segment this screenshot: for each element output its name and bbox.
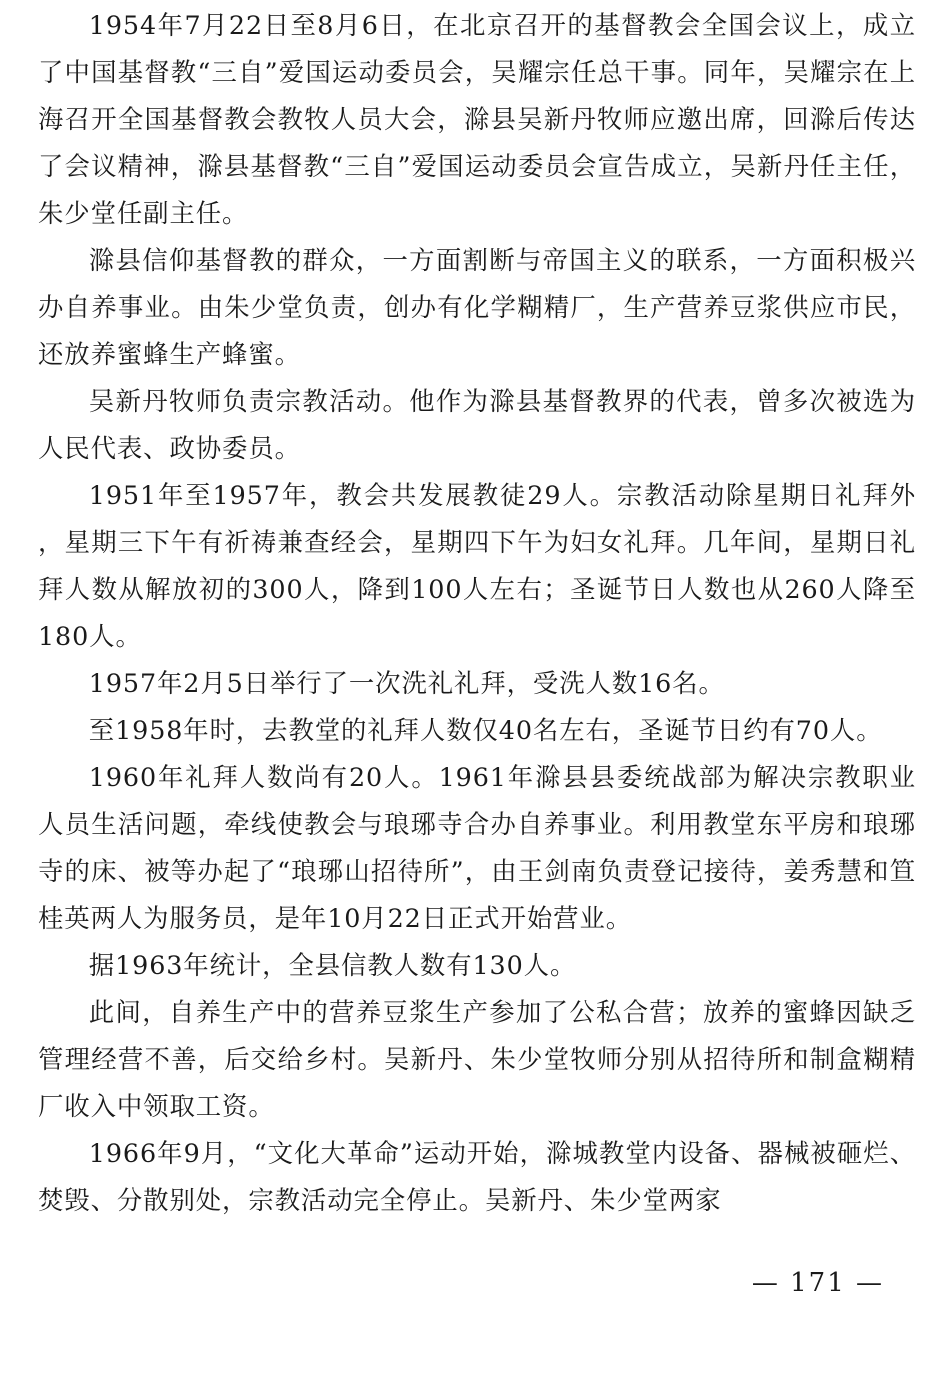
- paragraph-7: 1960年礼拜人数尚有20人。1961年滁县县委统战部为解决宗教职业人员生活问题，牵线使教会与琅琊寺合办自养事业。利用教堂东平房和琅琊寺的床、被等办起了“琅琊山招待所”，由王剑南负责登记接待，姜秀慧和笪桂英两人为服务员，是年10月22日正式开始营业。: [38, 762, 916, 933]
- paragraph-1: 1954年7月22日至8月6日，在北京召开的基督教会全国会议上，成立了中国基督教“三自”爱国运动委员会，吴耀宗任总干事。同年，吴耀宗在上海召开全国基督教会教牧人员大会，滁县吴新丹牧师应邀出席，回滁后传达了会议精神，滁县基督教“三自”爱国运动委员会宣告成立，吴新丹任主任，朱少堂任副主任。: [38, 10, 916, 228]
- body-text: [38, 0, 916, 1224]
- paragraph-5: 1957年2月5日举行了一次洗礼礼拜，受洗人数16名。: [88, 668, 725, 698]
- document-page: [38, 0, 916, 1400]
- paragraph-10: 1966年9月，“文化大革命”运动开始，滁城教堂内设备、器械被砸烂、焚毁、分散别处，宗教活动完全停止。吴新丹、朱少堂两家: [38, 1138, 916, 1215]
- paragraph-9: 此间，自养生产中的营养豆浆生产参加了公私合营；放养的蜜蜂因缺乏管理经营不善，后交给乡村。吴新丹、朱少堂牧师分别从招待所和制盒糊精厂收入中领取工资。: [38, 997, 916, 1121]
- paragraph-3: 吴新丹牧师负责宗教活动。他作为滁县基督教界的代表，曾多次被选为人民代表、政协委员。: [38, 386, 916, 463]
- paragraph-4: 1951年至1957年，教会共发展教徒29人。宗教活动除星期日礼拜外，星期三下午有祈祷兼查经会，星期四下午为妇女礼拜。几年间，星期日礼拜人数从解放初的300人，降到100人左右；圣诞节日人数也从260人降至180人。: [38, 480, 916, 651]
- paragraph-8: 据1963年统计，全县信教人数有130人。: [88, 950, 577, 980]
- paragraph-2: 滁县信仰基督教的群众，一方面割断与帝国主义的联系，一方面积极兴办自养事业。由朱少堂负责，创办有化学糊精厂，生产营养豆浆供应市民，还放养蜜蜂生产蜂蜜。: [38, 245, 916, 369]
- page-number: — 171 —: [751, 1268, 884, 1298]
- paragraph-6: 至1958年时，去教堂的礼拜人数仅40名左右，圣诞节日约有70人。: [88, 715, 883, 745]
